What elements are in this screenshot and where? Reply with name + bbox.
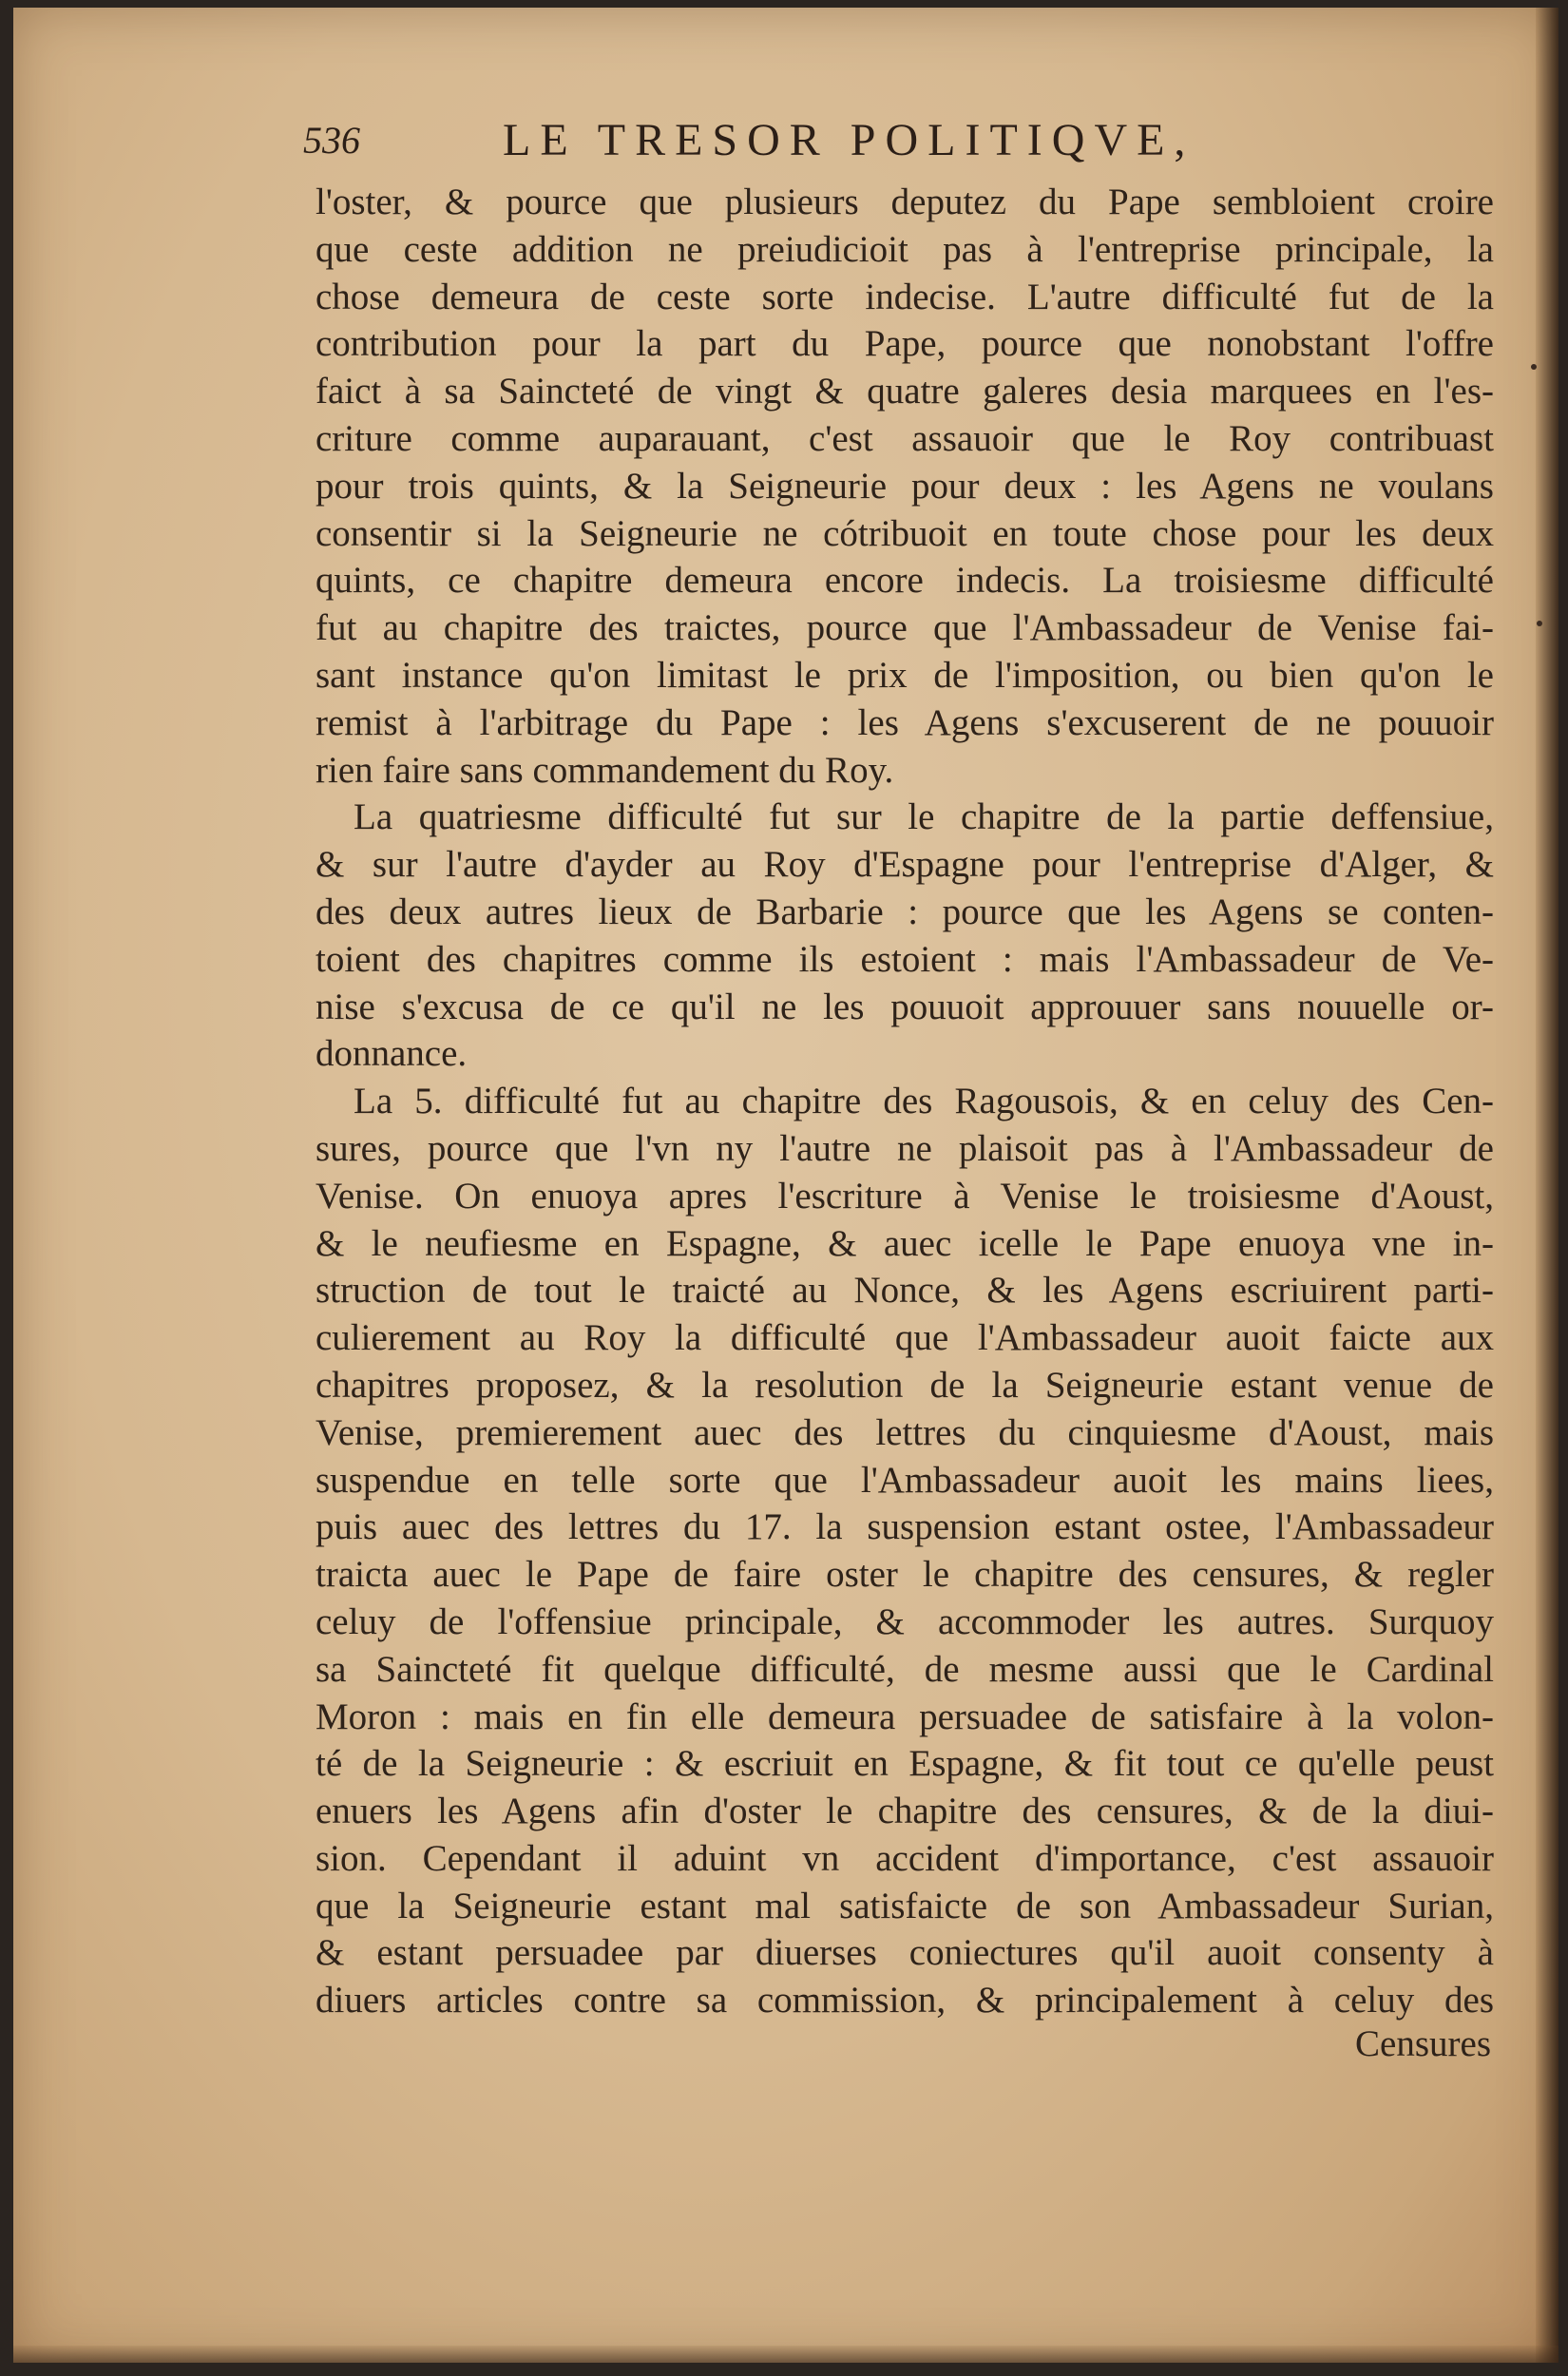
ink-speck <box>1537 621 1542 626</box>
text-line: toient des chapitres comme ils estoient : mais l'Ambassadeur de Ve- <box>316 938 1494 980</box>
text-line: l'oster, & pource que plusieurs deputez du Pape sembloient croire <box>316 182 1494 222</box>
text-line: quints, ce chapitre demeura encore indecis. La troisiesme difficulté <box>316 560 1494 602</box>
text-line: que ceste addition ne preiudicioit pas à l'entreprise principale, la <box>316 228 1494 270</box>
text-line: enuers les Agens afin d'oster le chapitre des censures, & de la diui- <box>316 1791 1494 1832</box>
text-line: té de la Seigneurie : & escriuit en Espagne, & fit tout ce qu'elle peust <box>316 1743 1494 1785</box>
text-line: struction de tout le traicté au Nonce, & les Agens escriuirent parti- <box>316 1270 1494 1312</box>
text-line: Venise, premierement auec des lettres du cinquiesme d'Aoust, mais <box>316 1411 1494 1453</box>
text-line: chapitres proposez, & la resolution de la Seigneurie estant venue de <box>316 1364 1494 1406</box>
text-line: chose demeura de ceste sorte indecise. L'autre difficulté fut de la <box>316 276 1494 317</box>
text-line: La quatriesme difficulté fut sur le chapitre de la partie deffensiue, <box>354 796 1494 838</box>
text-line: remist à l'arbitrage du Pape : les Agens s'excuserent de ne pouuoir <box>316 701 1494 743</box>
text-line: fut au chapitre des traictes, pource que l'Ambassadeur de Venise fai- <box>316 607 1494 649</box>
text-line: puis auec des lettres du 17. la suspension estant ostee, l'Ambassadeur <box>316 1506 1494 1548</box>
text-line: sures, pource que l'vn ny l'autre ne plaisoit pas à l'Ambassadeur de <box>316 1127 1494 1169</box>
text-line: sion. Cependant il aduint vn accident d'importance, c'est assauoir <box>316 1837 1494 1879</box>
page-edge-shadow <box>1536 8 1558 2363</box>
text-line: Venise. On enuoya apres l'escriture à Venise le troisiesme d'Aoust, <box>316 1175 1494 1217</box>
page-bottom-shadow <box>13 2346 1558 2363</box>
text-line: consentir si la Seigneurie ne cótribuoit en toute chose pour les deux <box>316 512 1494 554</box>
text-line: criture comme auparauant, c'est assauoir que le Roy contribuast <box>316 417 1494 459</box>
text-line: pour trois quints, & la Seigneurie pour deux : les Agens ne voulans <box>316 465 1494 507</box>
text-line: & sur l'autre d'ayder au Roy d'Espagne pour l'entreprise d'Alger, & <box>316 844 1494 886</box>
text-line: culierement au Roy la difficulté que l'Ambassadeur auoit faicte aux <box>316 1317 1494 1359</box>
text-line: sant instance qu'on limitast le prix de l'imposition, ou bien qu'on le <box>316 654 1494 696</box>
page-number: 536 <box>303 119 360 162</box>
text-line: suspendue en telle sorte que l'Ambassadeur auoit les mains liees, <box>316 1459 1494 1501</box>
text-line: & estant persuadee par diuerses coniectures qu'il auoit consenty à <box>316 1932 1494 1974</box>
text-line: celuy de l'offensiue principale, & accommoder les autres. Surquoy <box>316 1600 1494 1642</box>
running-head <box>303 114 1348 171</box>
text-line: La 5. difficulté fut au chapitre des Ragousois, & en celuy des Cen- <box>354 1081 1494 1122</box>
text-line: diuers articles contre sa commission, & principalement à celuy des <box>316 1980 1494 2022</box>
text-line: que la Seigneurie estant mal satisfaicte de son Ambassadeur Surian, <box>316 1885 1494 1926</box>
catchword: Censures <box>1355 2023 1491 2064</box>
ink-speck <box>1531 364 1537 370</box>
text-line: & le neufiesme en Espagne, & auec icelle le Pape enuoya vne in- <box>316 1222 1494 1264</box>
text-line: nise s'excusa de ce qu'il ne les pouuoit approuuer sans nouuelle or- <box>316 986 1494 1027</box>
running-title: LE TRESOR POLITIQVE, <box>503 115 1195 165</box>
text-line: rien faire sans commandement du Roy. <box>316 749 894 791</box>
text-line: des deux autres lieux de Barbarie : pource que les Agens se conten- <box>316 891 1494 932</box>
text-line: sa Saincteté fit quelque difficulté, de mesme aussi que le Cardinal <box>316 1648 1494 1690</box>
text-line: donnance. <box>316 1033 468 1075</box>
text-line: contribution pour la part du Pape, pource que nonobstant l'offre <box>316 323 1494 365</box>
text-line: faict à sa Saincteté de vingt & quatre galeres desia marquees en l'es- <box>316 371 1494 412</box>
text-line: traicta auec le Pape de faire oster le chapitre des censures, & regler <box>316 1554 1494 1596</box>
book-page <box>13 8 1558 2363</box>
text-line: Moron : mais en fin elle demeura persuadee de satisfaire à la volon- <box>316 1696 1494 1737</box>
body-text <box>316 179 1494 2024</box>
